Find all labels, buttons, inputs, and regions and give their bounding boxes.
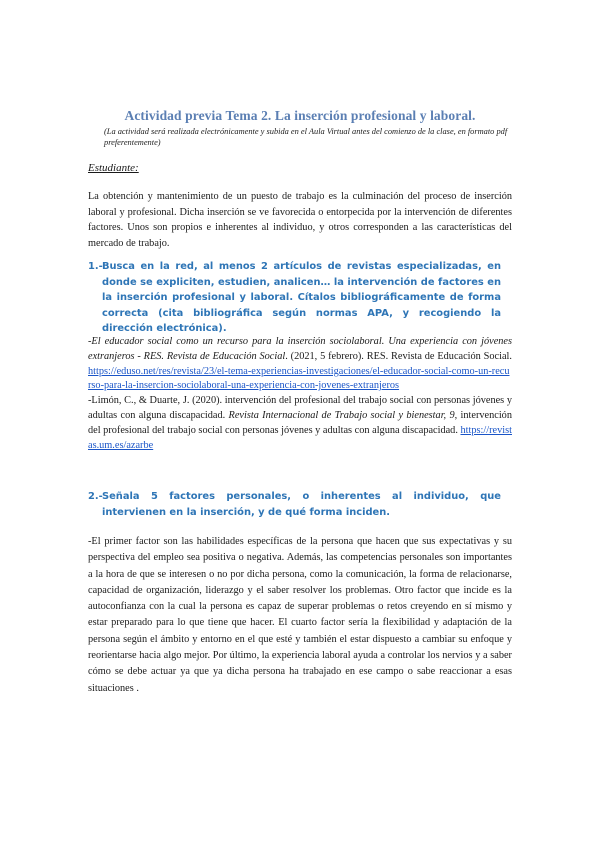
student-label: Estudiante: bbox=[88, 162, 139, 174]
question-2 bbox=[88, 489, 501, 520]
references bbox=[88, 335, 512, 453]
activity-title: Actividad previa Tema 2. La inserción profesional y laboral. bbox=[124, 108, 476, 123]
question-1-text: Busca en la red, al menos 2 artículos de revistas especializadas, en donde se expliciten, estudien, analicen… la intervención de factores en la inserción profesional y laboral. Cítalos bibliográficamente de forma correcta (cita bibliográfica según normas APA, y recogiendo la dirección electrónica). bbox=[102, 261, 501, 334]
question-2-text: Señala 5 factores personales, o inherentes al individuo, que intervienen en la inserción, y de qué forma inciden. bbox=[102, 491, 501, 518]
submission-note: (La actividad será realizada electrónicamente y subida en el Aula Virtual antes del comienzo de la clase, en formato pdf preferentemente) bbox=[104, 127, 508, 147]
reference-2 bbox=[88, 394, 512, 453]
reference-1-title: -El educador social como un recurso para la inserción sociolaboral. Una experiencia con jóvenes extranjeros - RES. Revista de Educación Social bbox=[88, 336, 512, 362]
reference-2-title: , intervención del profesional del trabajo social con personas jóvenes y adultas con alguna discapacidad. bbox=[88, 409, 512, 436]
intro-paragraph: La obtención y mantenimiento de un puesto de trabajo es la culminación del proceso de inserción laboral y profesional. Dicha inserción se ve favorecida o entorpecida por la intervención de diferentes factores. Unos son propios e inherentes al individuo, y otros corresponden a las características del mercado de trabajo. bbox=[88, 191, 512, 249]
question-2-number: 2.- bbox=[88, 491, 103, 502]
reference-2-journal: Revista Internacional de Trabajo social y bienestar, 9 bbox=[228, 409, 455, 421]
question-1-number: 1.- bbox=[88, 261, 103, 272]
reference-1 bbox=[88, 335, 512, 394]
reference-1-source: . (2021, 5 febrero). RES. Revista de Educación Social. bbox=[285, 350, 512, 362]
reference-2-authors: -Limón, C., & Duarte, J. (2020). intervención del profesional del trabajo social con personas jóvenes y adultas con alguna discapacidad. bbox=[88, 395, 512, 421]
question-1 bbox=[88, 259, 501, 337]
reference-2-link[interactable]: https://revistas.um.es/azarbe bbox=[88, 424, 512, 451]
reference-1-link[interactable]: https://eduso.net/res/revista/23/el-tema-experiencias-investigaciones/el-educador-social-como-un-recurso-para-la-insercion-sociolaboral-una-experiencia-con-jovenes-extranjeros bbox=[88, 365, 510, 392]
answer-paragraph: -El primer factor son las habilidades específicas de la persona que hacen que sus expectativas y su perspectiva del empleo sea positiva o negativa. Además, las competencias personales son importantes a la hora de que se interesen o no por dicha persona, como la comunicación, la forma de relacionarse, capacidad de organización, liderazgo y el saber resolver los problemas. Otro factor que incide es la autoconfianza con la cual la persona es capaz de superar problemas o retos creyendo en sí mismo y estar preparado para lo que tiene que hacer. El cuarto factor sería la flexibilidad y adaptación de la persona según el ámbito y entorno en el que esté y también el estar dispuesto a cambiar su enfoque y reorientarse hacia algo mejor. Por último, la experiencia laboral ayuda a controlar los nervios y a saber cómo se debe actuar ya que ya dicha persona ha trabajado en ese campo o sabe reaccionar a esas situaciones . bbox=[88, 536, 512, 694]
